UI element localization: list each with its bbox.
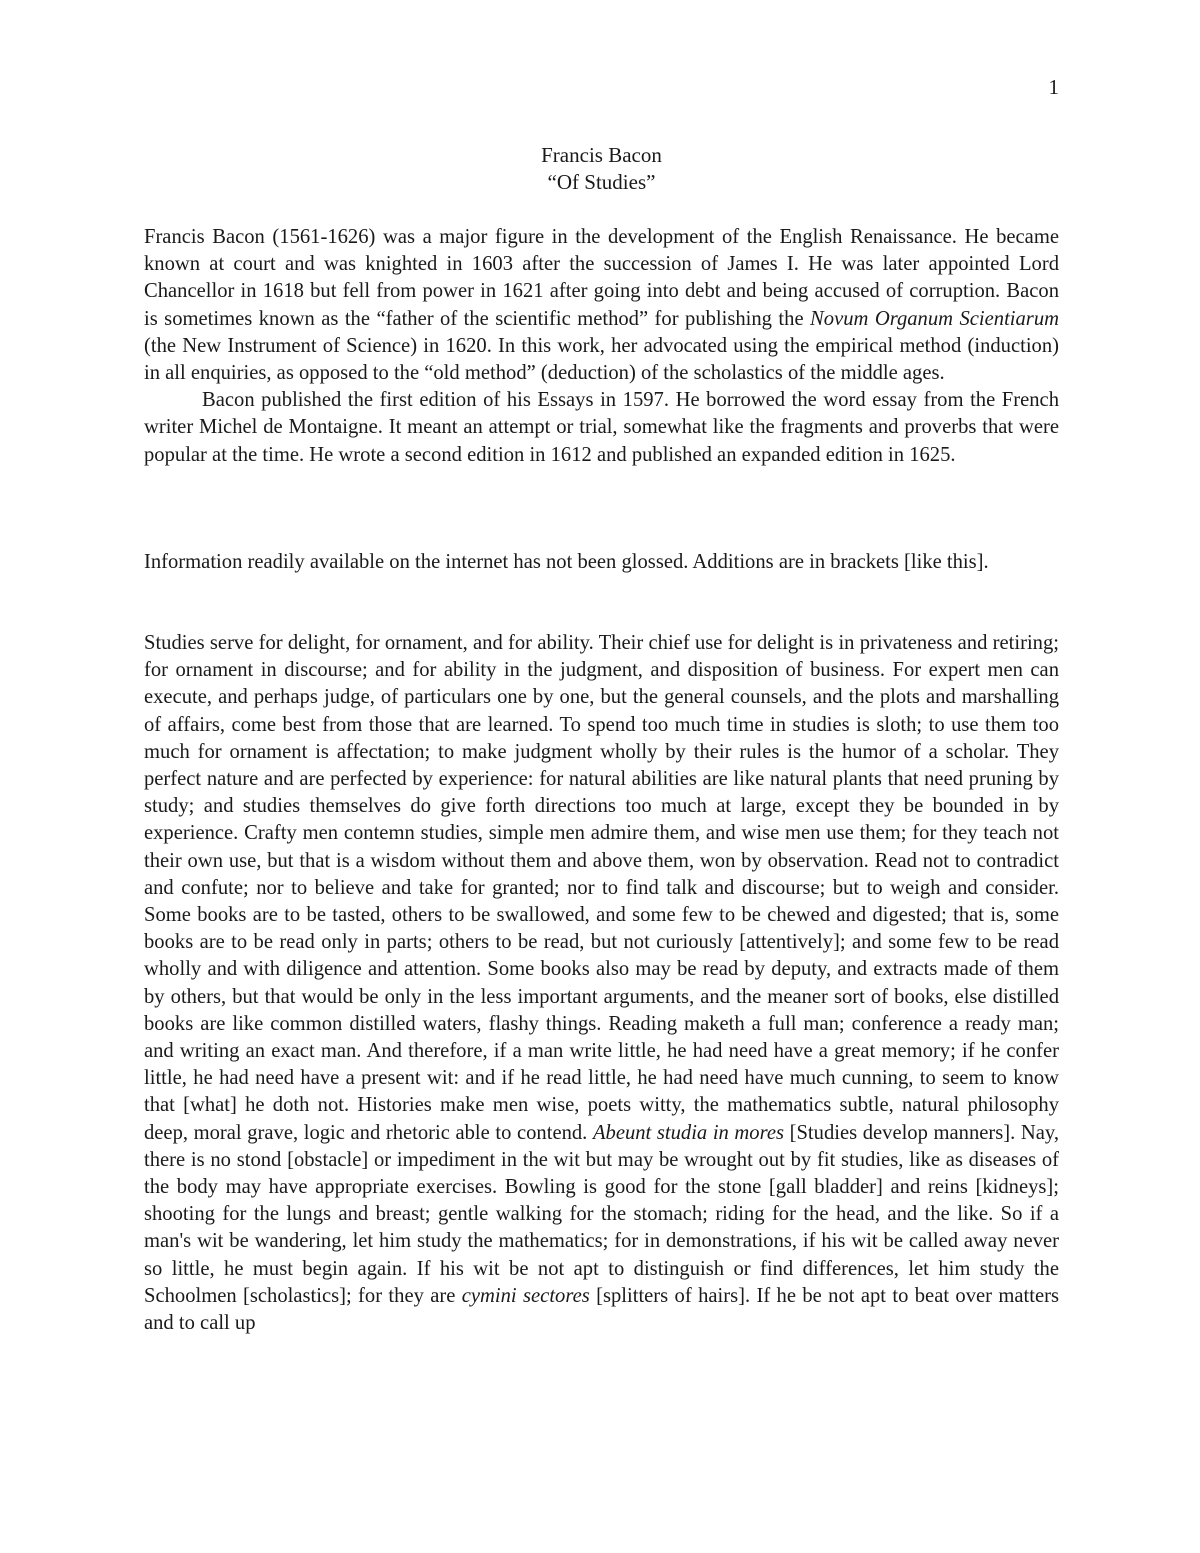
intro-section	[144, 224, 1059, 469]
intro-p1-italic-title: Novum Organum Scientiarum	[810, 307, 1059, 330]
essay-text	[144, 630, 1059, 1337]
title-block	[144, 142, 1059, 196]
intro-paragraph-1	[144, 224, 1059, 387]
editorial-note	[144, 549, 1059, 576]
essay-text-a: Studies serve for delight, for ornament, and for ability. Their chief use for delight is in privateness and retiring; for ornament in discourse; and for ability in the judgment, and disposition of business. For expert men can execute, and perhaps judge, of particulars one by one, but the general counsels, and the plots and marshalling of affairs, come best from those that are learned. To spend too much time in studies is sloth; to use them too much for ornament is affectation; to make judgment wholly by their rules is the humor of a scholar. They perfect nature and are perfected by experience: for natural abilities are like natural plants that need pruning by study; and studies themselves do give forth directions too much at large, except they be bounded in by experience. Crafty men contemn studies, simple men admire them, and wise men use them; for they teach not their own use, but that is a wisdom without them and above them, won by observation. Read not to contradict and confute; nor to believe and take for granted; nor to find talk and discourse; but to weigh and consider. Some books are to be tasted, others to be swallowed, and some few to be chewed and digested; that is, some books are to be read only in parts; others to be read, but not curiously [attentively]; and some few to be read wholly and with diligence and attention. Some books also may be read by deputy, and extracts made of them by others, but that would be only in the less important arguments, and the meaner sort of books, else distilled books are like common distilled waters, flashy things. Reading maketh a full man; conference a ready man; and writing an exact man. And therefore, if a man write little, he had need have a great memory; if he confer little, he had need have a present wit: and if he read little, he had need have much cunning, to seem to know that [what] he doth not. Histories make men wise, poets witty, the mathematics subtle, natural philosophy deep, moral grave, logic and rhetoric able to contend.	[144, 632, 1059, 1144]
essay-text-b: [Studies develop manners]. Nay, there is no stond [obstacle] or impediment in the wit but may be wrought out by fit studies, like as diseases of the body may have appropriate exercises. Bowling is good for the stone [gall bladder] and reins [kidneys]; shooting for the lungs and breast; gentle walking for the stomach; riding for the head, and the like. So if a man's wit be wandering, let him study the mathematics; for in demonstrations, if his wit be called away never so little, he must begin again. If his wit be not apt to distinguish or find differences, let him study the Schoolmen [scholastics]; for they are	[144, 1121, 1059, 1307]
intro-p1-text-a: Francis Bacon (1561-1626) was a major figure in the development of the English Renaissance. He became known at court and was knighted in 1603 after the succession of James I. He was later appointed Lord Chancellor in 1618 but fell from power in 1621 after going into debt and being accused of corruption. Bacon is sometimes known as the “father of the scientific method” for publishing the	[144, 226, 1059, 330]
document-page	[144, 0, 1059, 1553]
essay-text-c: [splitters of hairs]. If he be not apt to beat over matters and to call up	[144, 1284, 1059, 1335]
author-heading: Francis Bacon	[541, 143, 662, 167]
intro-paragraph-2: Bacon published the first edition of his Essays in 1597. He borrowed the word essay from the French writer Michel de Montaigne. It meant an attempt or trial, somewhat like the fragments and proverbs that were popular at the time. He wrote a second edition in 1612 and published an expanded edition in 1625.	[144, 389, 1059, 466]
intro-p1-text-b: (the New Instrument of Science) in 1620. In this work, her advocated using the empirical method (induction) in all enquiries, as opposed to the “old method” (deduction) of the scholastics of the middle ages.	[144, 334, 1059, 385]
work-heading: “Of Studies”	[547, 170, 656, 194]
editorial-note-text: Information readily available on the internet has not been glossed. Additions are in brackets [like this].	[144, 551, 989, 573]
essay-italic-latin-1: Abeunt studia in mores	[592, 1121, 785, 1144]
page-number: 1	[1048, 75, 1059, 99]
essay-italic-latin-2: cymini sectores	[461, 1284, 590, 1307]
essay-paragraph	[144, 630, 1059, 1337]
